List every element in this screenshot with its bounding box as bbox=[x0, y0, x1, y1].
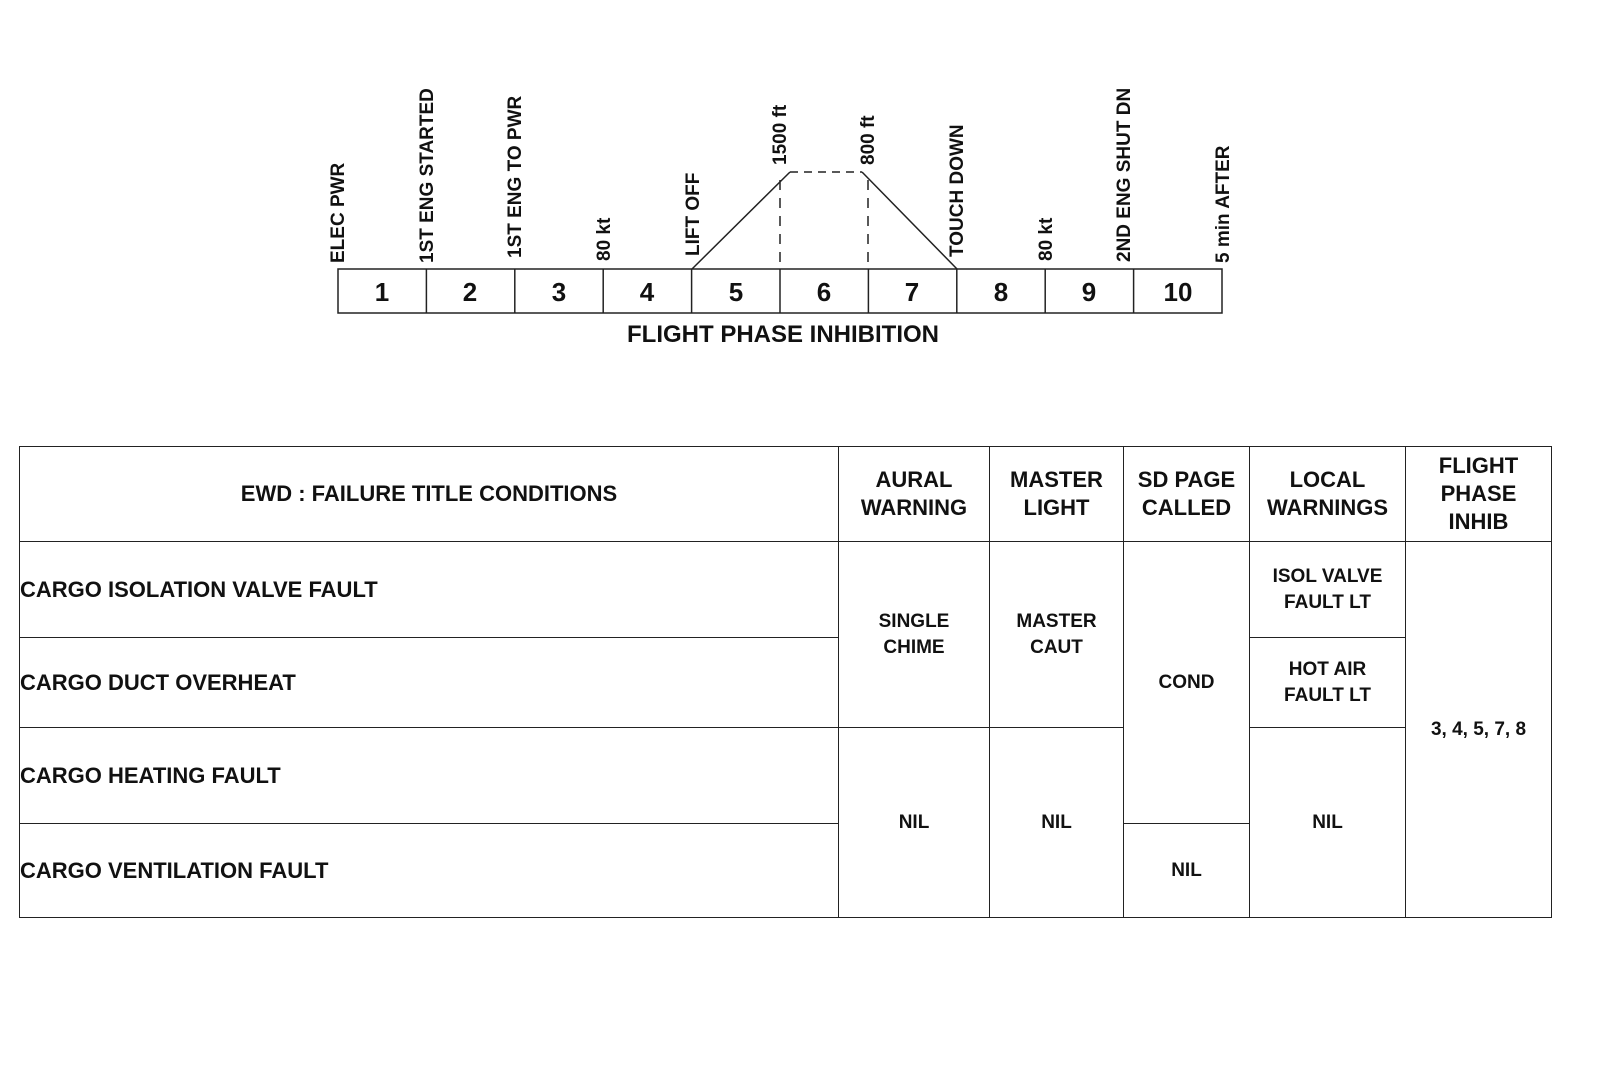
ewd-failure-table bbox=[19, 446, 1552, 918]
flight-phase-diagram bbox=[0, 0, 1599, 400]
diagram-title: FLIGHT PHASE INHIBITION bbox=[627, 321, 939, 348]
phase-number: 9 bbox=[1081, 277, 1097, 307]
header-flight-phase-inhib: FLIGHT PHASE INHIB bbox=[1406, 447, 1552, 542]
phase-number: 7 bbox=[904, 277, 920, 307]
phase-number: 1 bbox=[374, 277, 390, 307]
aural-warning-cell: NIL bbox=[839, 728, 990, 918]
phase-number: 3 bbox=[551, 277, 567, 307]
phase-number: 6 bbox=[816, 277, 832, 307]
event-label: 1ST ENG STARTED bbox=[417, 88, 438, 263]
local-warning-cell: NIL bbox=[1250, 728, 1406, 918]
failure-row-title: CARGO ISOLATION VALVE FAULT bbox=[20, 542, 839, 638]
sd-page-cell: COND bbox=[1124, 542, 1250, 824]
event-label: TOUCH DOWN bbox=[947, 124, 968, 257]
sd-page-cell: NIL bbox=[1124, 824, 1250, 918]
header-sd-page: SD PAGE CALLED bbox=[1124, 447, 1250, 542]
aural-warning-cell: SINGLE CHIME bbox=[839, 542, 990, 728]
header-failure-title: EWD : FAILURE TITLE CONDITIONS bbox=[20, 447, 839, 542]
header-aural-warning: AURAL WARNING bbox=[839, 447, 990, 542]
flight-phase-inhib-cell: 3, 4, 5, 7, 8 bbox=[1406, 542, 1552, 918]
altitude-label: 1500 ft bbox=[770, 104, 791, 165]
flight-profile-line bbox=[692, 172, 957, 269]
header-master-light: MASTER LIGHT bbox=[990, 447, 1124, 542]
header-local-warnings: LOCAL WARNINGS bbox=[1250, 447, 1406, 542]
phase-number: 10 bbox=[1163, 277, 1193, 307]
failure-row-title: CARGO HEATING FAULT bbox=[20, 728, 839, 824]
event-label: LIFT OFF bbox=[683, 172, 704, 256]
local-warning-cell: HOT AIR FAULT LT bbox=[1250, 638, 1406, 728]
event-label: 2ND ENG SHUT DN bbox=[1114, 87, 1135, 262]
event-label: 1ST ENG TO PWR bbox=[505, 95, 526, 258]
event-label: 5 min AFTER bbox=[1213, 145, 1234, 263]
phase-number: 4 bbox=[639, 277, 655, 307]
event-label: 80 kt bbox=[1036, 217, 1057, 261]
altitude-label: 800 ft bbox=[858, 115, 879, 165]
phase-number: 2 bbox=[462, 277, 478, 307]
event-label: ELEC PWR bbox=[328, 162, 349, 263]
master-light-cell: MASTER CAUT bbox=[990, 542, 1124, 728]
failure-row-title: CARGO VENTILATION FAULT bbox=[20, 824, 839, 918]
failure-row-title: CARGO DUCT OVERHEAT bbox=[20, 638, 839, 728]
event-label: 80 kt bbox=[594, 217, 615, 261]
phase-number: 5 bbox=[728, 277, 744, 307]
phase-number: 8 bbox=[993, 277, 1009, 307]
local-warning-cell: ISOL VALVE FAULT LT bbox=[1250, 542, 1406, 638]
master-light-cell: NIL bbox=[990, 728, 1124, 918]
